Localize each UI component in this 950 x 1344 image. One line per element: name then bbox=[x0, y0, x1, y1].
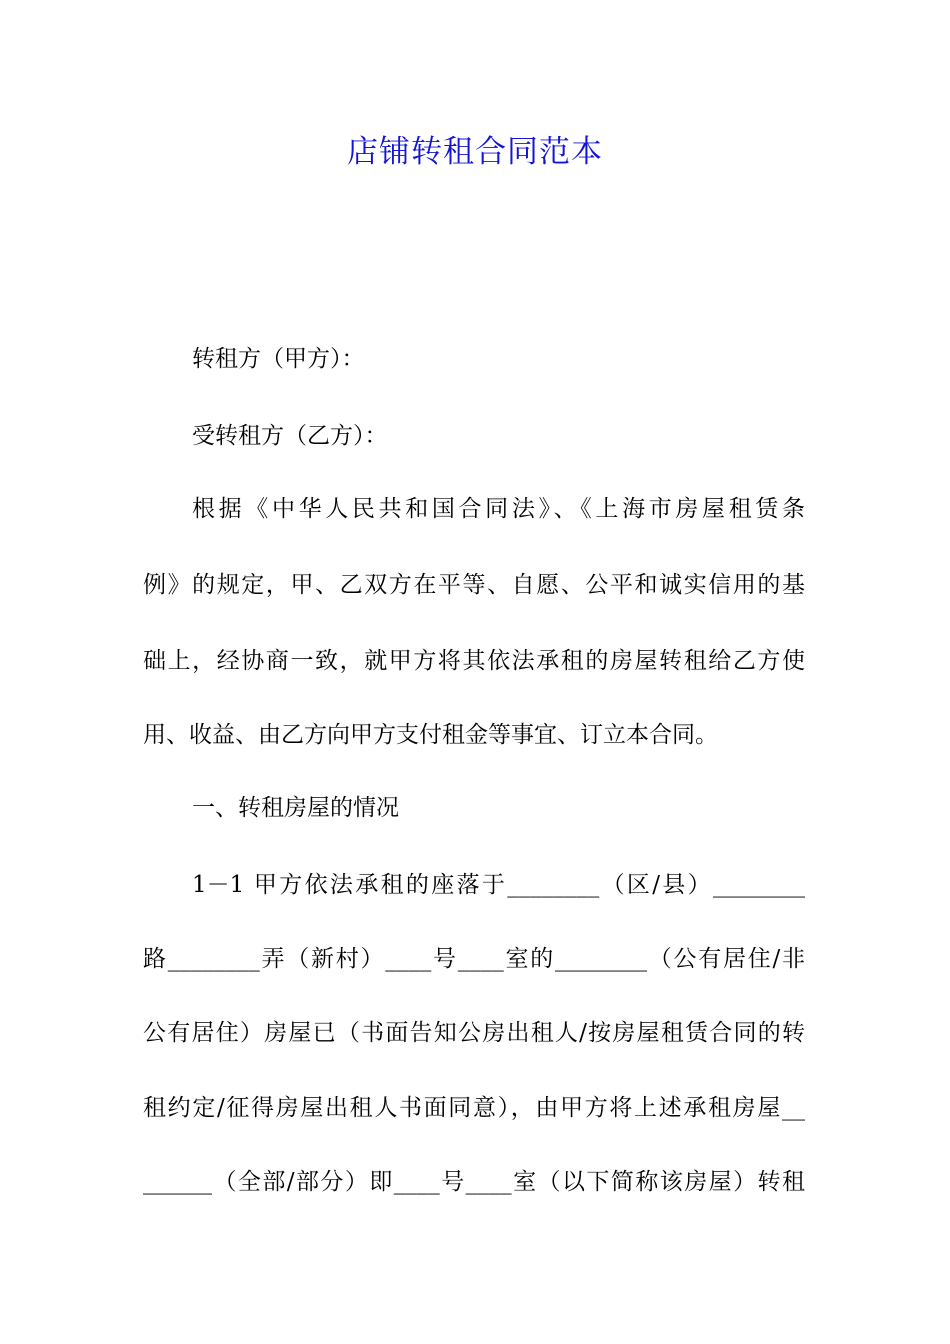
clause-line-3: 公有居住）房屋已（书面告知公房出租人/按房屋租赁合同的转 bbox=[143, 1020, 805, 1046]
sublessor-line: 转租方（甲方）： bbox=[192, 346, 365, 372]
clause-line-5: ______（全部/部分）即____号____室（以下简称该房屋）转租 bbox=[143, 1169, 805, 1195]
clause-line-2: 路________弄（新村）____号____室的________（公有居住/非 bbox=[143, 946, 805, 972]
preamble-line-1: 根据《中华人民共和国合同法》、《上海市房屋租赁条 bbox=[192, 496, 805, 522]
preamble-line-3: 础上，经协商一致，就甲方将其依法承租的房屋转租给乙方使 bbox=[143, 648, 805, 674]
preamble-line-2: 例》的规定，甲、乙双方在平等、自愿、公平和诚实信用的基 bbox=[143, 572, 805, 598]
document-title: 店铺转租合同范本 bbox=[347, 134, 603, 170]
clause-line-1: 1－1 甲方依法承租的座落于________（区/县）________ bbox=[192, 872, 805, 898]
clause-line-4: 租约定/征得房屋出租人书面同意），由甲方将上述承租房屋__ bbox=[143, 1095, 805, 1121]
preamble-line-4: 用、收益、由乙方向甲方支付租金等事宜、订立本合同。 bbox=[143, 722, 718, 748]
section-heading: 一、转租房屋的情况 bbox=[192, 795, 399, 821]
sublessee-line: 受转租方（乙方）： bbox=[192, 423, 388, 449]
